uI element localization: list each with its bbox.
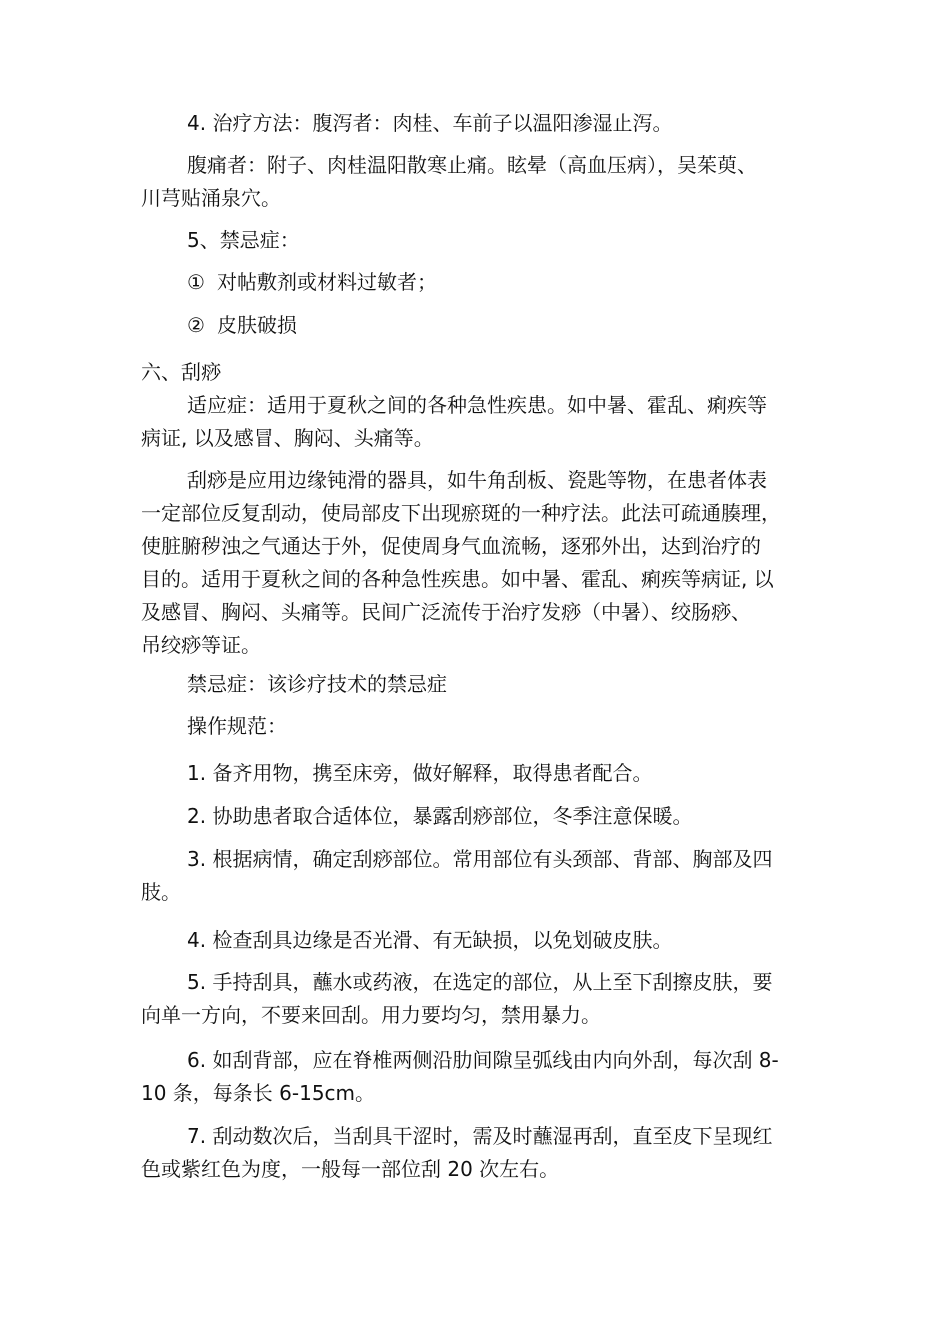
circled-number-2: ② [187, 313, 205, 337]
text-line: 向单一方向，不要来回刮。用力要均匀，禁用暴力。 [141, 1003, 601, 1027]
item-5-contraindication [141, 224, 821, 257]
text-line: 4. 治疗方法：腹泻者：肉桂、车前子以温阳渗湿止泻。 [187, 111, 673, 135]
paragraph-guasha-description [141, 464, 821, 662]
step-7 [141, 1120, 821, 1186]
text-line: 2. 协助患者取合适体位，暴露刮痧部位，冬季注意保暖。 [187, 804, 693, 828]
text-line: 色或紫红色为度，一般每一部位刮 20 次左右。 [141, 1157, 560, 1181]
text-line: 5、禁忌症： [187, 228, 300, 252]
contra-item-1 [187, 266, 827, 299]
step-1 [141, 757, 821, 790]
text-line: 川芎贴涌泉穴。 [141, 186, 281, 210]
text-line: 一定部位反复刮动，使局部皮下出现瘀斑的一种疗法。此法可疏通腠理， [141, 501, 781, 525]
contra-item-2 [187, 309, 827, 342]
text-line: 病证, 以及感冒、胸闷、头痛等。 [141, 426, 434, 450]
text-line: 适应症：适用于夏秋之间的各种急性疾患。如中暑、霍乱、痢疾等 [187, 393, 767, 417]
section-title: 六、刮痧 [141, 360, 221, 384]
text-line: 5. 手持刮具，蘸水或药液，在选定的部位，从上至下刮擦皮肤，要 [187, 970, 773, 994]
text-line: 目的。适用于夏秋之间的各种急性疾患。如中暑、霍乱、痢疾等病证, 以 [141, 567, 774, 591]
text-line: 操作规范： [187, 714, 287, 738]
text-line: 对帖敷剂或材料过敏者； [217, 270, 437, 294]
text-line: 3. 根据病情，确定刮痧部位。常用部位有头颈部、背部、胸部及四 [187, 847, 773, 871]
paragraph-abdominal-pain [141, 149, 821, 215]
text-line: 6. 如刮背部，应在脊椎两侧沿肋间隙呈弧线由内向外刮，每次刮 8- [187, 1048, 779, 1072]
section-heading-guasha [141, 356, 821, 389]
text-line: 吊绞痧等证。 [141, 633, 261, 657]
step-3 [141, 843, 821, 909]
text-line: 肢。 [141, 880, 181, 904]
text-line: 使脏腑秽浊之气通达于外，促使周身气血流畅，逐邪外出，达到治疗的 [141, 534, 761, 558]
text-line: 1. 备齐用物，携至床旁，做好解释，取得患者配合。 [187, 761, 653, 785]
paragraph-procedure-heading [141, 710, 821, 743]
paragraph-contraindication [141, 668, 821, 701]
step-2 [141, 800, 821, 833]
circled-number-1: ① [187, 270, 205, 294]
text-line: 禁忌症：该诊疗技术的禁忌症 [187, 672, 447, 696]
text-line: 10 条，每条长 6-15cm。 [141, 1081, 376, 1105]
paragraph-indications [141, 389, 821, 455]
text-line: 皮肤破损 [217, 313, 297, 337]
text-line: 及感冒、胸闷、头痛等。民间广泛流传于治疗发痧（中暑）、绞肠痧、 [141, 600, 751, 624]
text-line: 刮痧是应用边缘钝滑的器具，如牛角刮板、瓷匙等物，在患者体表 [187, 468, 767, 492]
text-line: 7. 刮动数次后，当刮具干涩时，需及时蘸湿再刮，直至皮下呈现红 [187, 1124, 773, 1148]
item-4-treatment [141, 107, 821, 140]
step-6 [141, 1044, 821, 1110]
text-line: 腹痛者：附子、肉桂温阳散寒止痛。眩晕（高血压病），吴茱萸、 [187, 153, 757, 177]
step-4 [141, 924, 821, 957]
step-5 [141, 966, 821, 1032]
text-line: 4. 检查刮具边缘是否光滑、有无缺损，以免划破皮肤。 [187, 928, 673, 952]
